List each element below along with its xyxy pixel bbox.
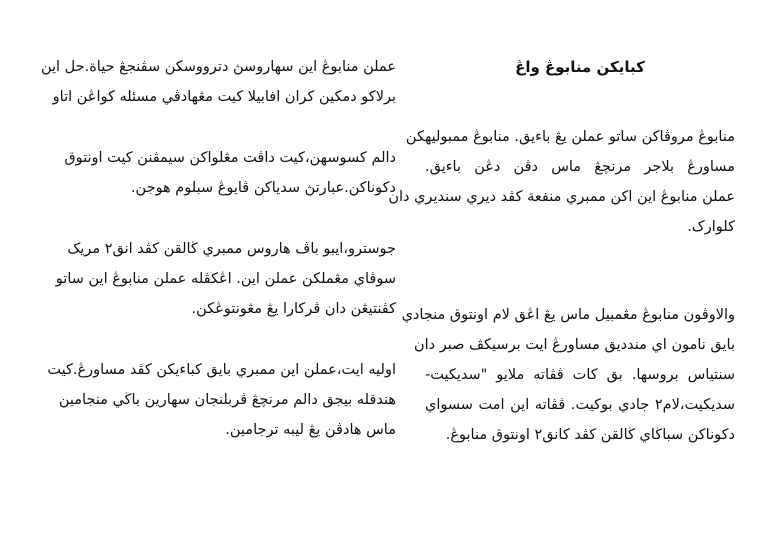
paragraph xyxy=(55,234,396,324)
text-line: کڤنتيڠن دان ڤرکارا يڠ مڠونتوڠکن. xyxy=(191,301,396,317)
text-line: منابوڠ مروڤاکن ساتو عملن يڠ باءيق. منابوڠ ممبوليهکن xyxy=(405,129,735,145)
text-line: جوسترو،ايبو باڤ هاروس ممبري ڬالقن کڤد انق٢ مريک xyxy=(67,241,396,257)
text-line: کلوارک. xyxy=(687,219,735,235)
right-column xyxy=(388,52,735,450)
article-title: کبايکن منابوڠ واڠ xyxy=(515,58,645,76)
paragraph xyxy=(401,300,735,450)
text-line: عملن منابوڠ اين اکن ممبري منفعة کڤد ديري سنديري دان xyxy=(388,189,735,205)
text-line: عملن منابوڠ اين سهاروسڽ دترووسکن سڤنجڠ حياة.حل اين xyxy=(40,59,396,75)
paragraph xyxy=(40,52,396,112)
text-line: سوڤاي مڠملکن عملن اين. اڠکڤله عملن منابوڠ اين ساتو xyxy=(55,271,396,287)
text-line: هندقله بيجق دالم مرنچڠ ڤربلنجان سهارين باڬي منجامين xyxy=(58,392,396,408)
text-line: بايق نامون اي مندديق مساورڠ ايت برسيکڤ صبر دان xyxy=(413,337,735,353)
text-line: والاوڤون منابوڠ مڠمبيل ماس يڠ اڠق لام اونتوق منجادي xyxy=(401,307,735,323)
text-line: مساورڠ بلاجر مرنچڠ ماس دڤن دڠن باءيق. xyxy=(425,159,735,175)
paragraph xyxy=(64,143,396,203)
text-line: دالم کسوسهن،کيت داڤت مڠلواکن سيمڤنن کيت اونتوق xyxy=(64,150,396,166)
text-line: ماس هادڤن يڠ ليبه ترجامين. xyxy=(225,422,396,438)
text-line: اوليه ايت،عملن اين ممبري بايق کباءيکن کڤد مساورڠ.کيت xyxy=(47,362,396,378)
text-line: سنتياس بروسها. بق کات ڤڤاته ملايو "سديکيت- xyxy=(425,367,735,383)
paragraph xyxy=(47,355,396,445)
left-column xyxy=(40,52,396,476)
text-line: برلاکو دمکين کران افابيلا کيت مڠهادڤي مسئله کواڠن اتاو xyxy=(52,89,396,105)
paragraph xyxy=(388,122,735,242)
text-line: سديکيت،لام٢ جادي بوکيت. ڤڤاته اين امت سسواي xyxy=(425,397,735,413)
text-line: دکوناکن سباڬاي ڬالقن کڤد کانق٢ اونتوق منابوڠ. xyxy=(445,427,735,443)
text-line: دکوناکن.عبارتڽ سدياکن ڤايوڠ سبلوم هوجن. xyxy=(130,180,396,196)
